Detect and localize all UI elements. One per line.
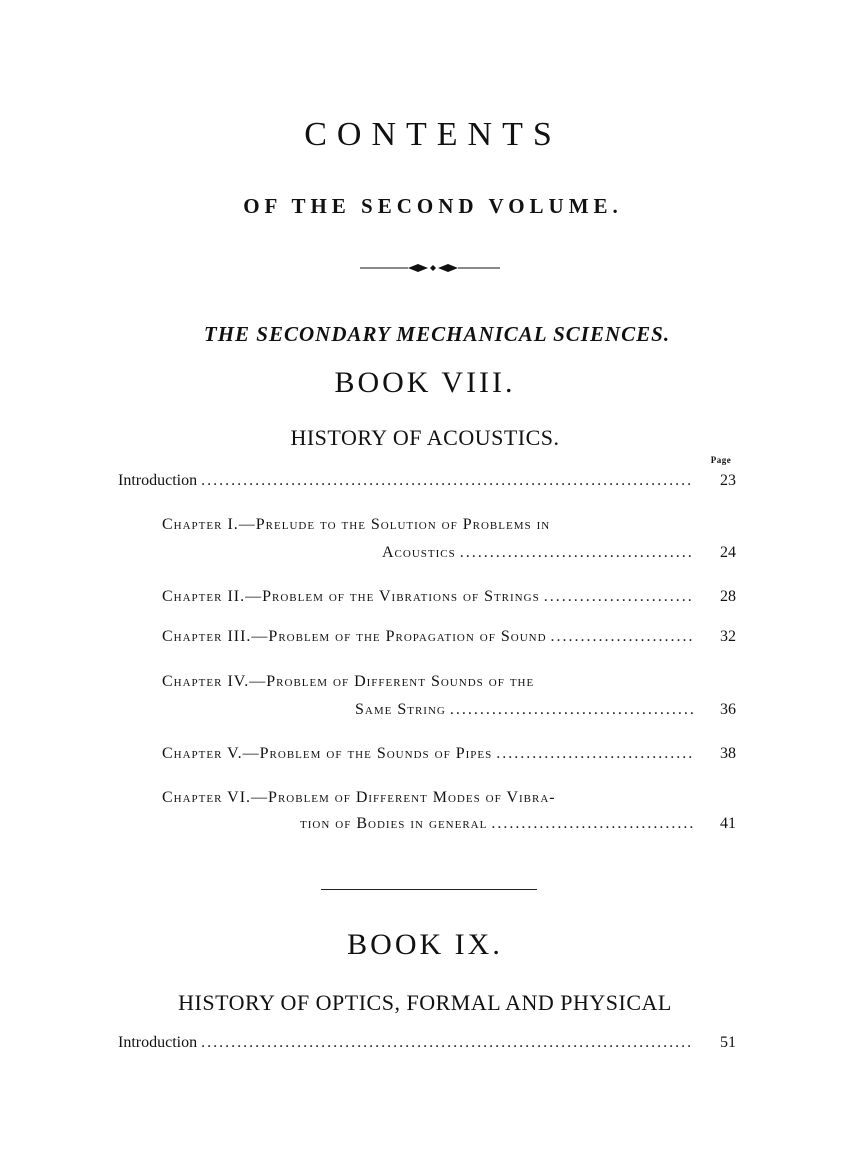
page-number: 41 [720, 815, 736, 832]
page-number: 28 [720, 588, 736, 605]
page-number: 23 [720, 472, 736, 489]
book-viii-title: BOOK VIII. [334, 366, 516, 399]
page-column-heading: Page [710, 455, 732, 465]
entry-label: Acoustics [382, 544, 456, 561]
dot-leader [551, 628, 694, 646]
chapter-i-line-1 [162, 516, 550, 540]
dot-leader [201, 1034, 694, 1052]
book-viii-introduction-entry [118, 472, 736, 496]
page-number: 38 [720, 745, 736, 762]
chapter-vi-line-1 [162, 789, 556, 813]
chapter-iv-line-2 [355, 701, 736, 725]
book-ix-introduction-entry [118, 1034, 736, 1058]
entry-label: Chapter I.—Prelude to the Solution of Problems in [162, 516, 551, 533]
section-divider [321, 889, 537, 890]
contents-title: CONTENTS [304, 116, 562, 153]
dot-leader [544, 588, 694, 606]
section-title: THE SECONDARY MECHANICAL SCIENCES. [203, 322, 671, 346]
entry-label: Chapter III.—Problem of the Propagation of Sound [162, 628, 547, 645]
entry-label: Same String [355, 701, 446, 718]
dot-leader [460, 544, 694, 562]
chapter-ii-entry [162, 588, 736, 612]
chapter-iii-entry [162, 628, 736, 652]
page-number: 24 [720, 544, 736, 561]
entry-label: Introduction [118, 1034, 198, 1051]
chapter-vi-line-2 [300, 815, 736, 839]
entry-label: Introduction [118, 472, 198, 489]
chapter-iv-line-1 [162, 673, 534, 697]
entry-label: Chapter V.—Problem of the Sounds of Pipes [162, 745, 493, 762]
entry-label: Chapter IV.—Problem of Different Sounds of the [162, 673, 535, 690]
book-ix-subtitle: HISTORY OF OPTICS, FORMAL AND PHYSICAL [178, 990, 672, 1015]
entry-label: Chapter II.—Problem of the Vibrations of Strings [162, 588, 540, 605]
dot-leader [491, 815, 694, 833]
page-number: 51 [720, 1034, 736, 1051]
entry-label: tion of Bodies in general [300, 815, 488, 832]
dot-leader [450, 701, 694, 719]
entry-label: Chapter VI.—Problem of Different Modes of Vibra- [162, 789, 556, 806]
dot-leader [201, 472, 694, 490]
dot-leader [496, 745, 694, 763]
page-number: 36 [720, 701, 736, 718]
book-ix-title: BOOK IX. [347, 928, 503, 961]
ornament-divider-icon [358, 258, 502, 278]
page-number: 32 [720, 628, 736, 645]
chapter-i-line-2 [382, 544, 736, 568]
volume-title: OF THE SECOND VOLUME. [243, 194, 623, 218]
chapter-v-entry [162, 745, 736, 769]
book-viii-subtitle: HISTORY OF ACOUSTICS. [290, 425, 560, 450]
